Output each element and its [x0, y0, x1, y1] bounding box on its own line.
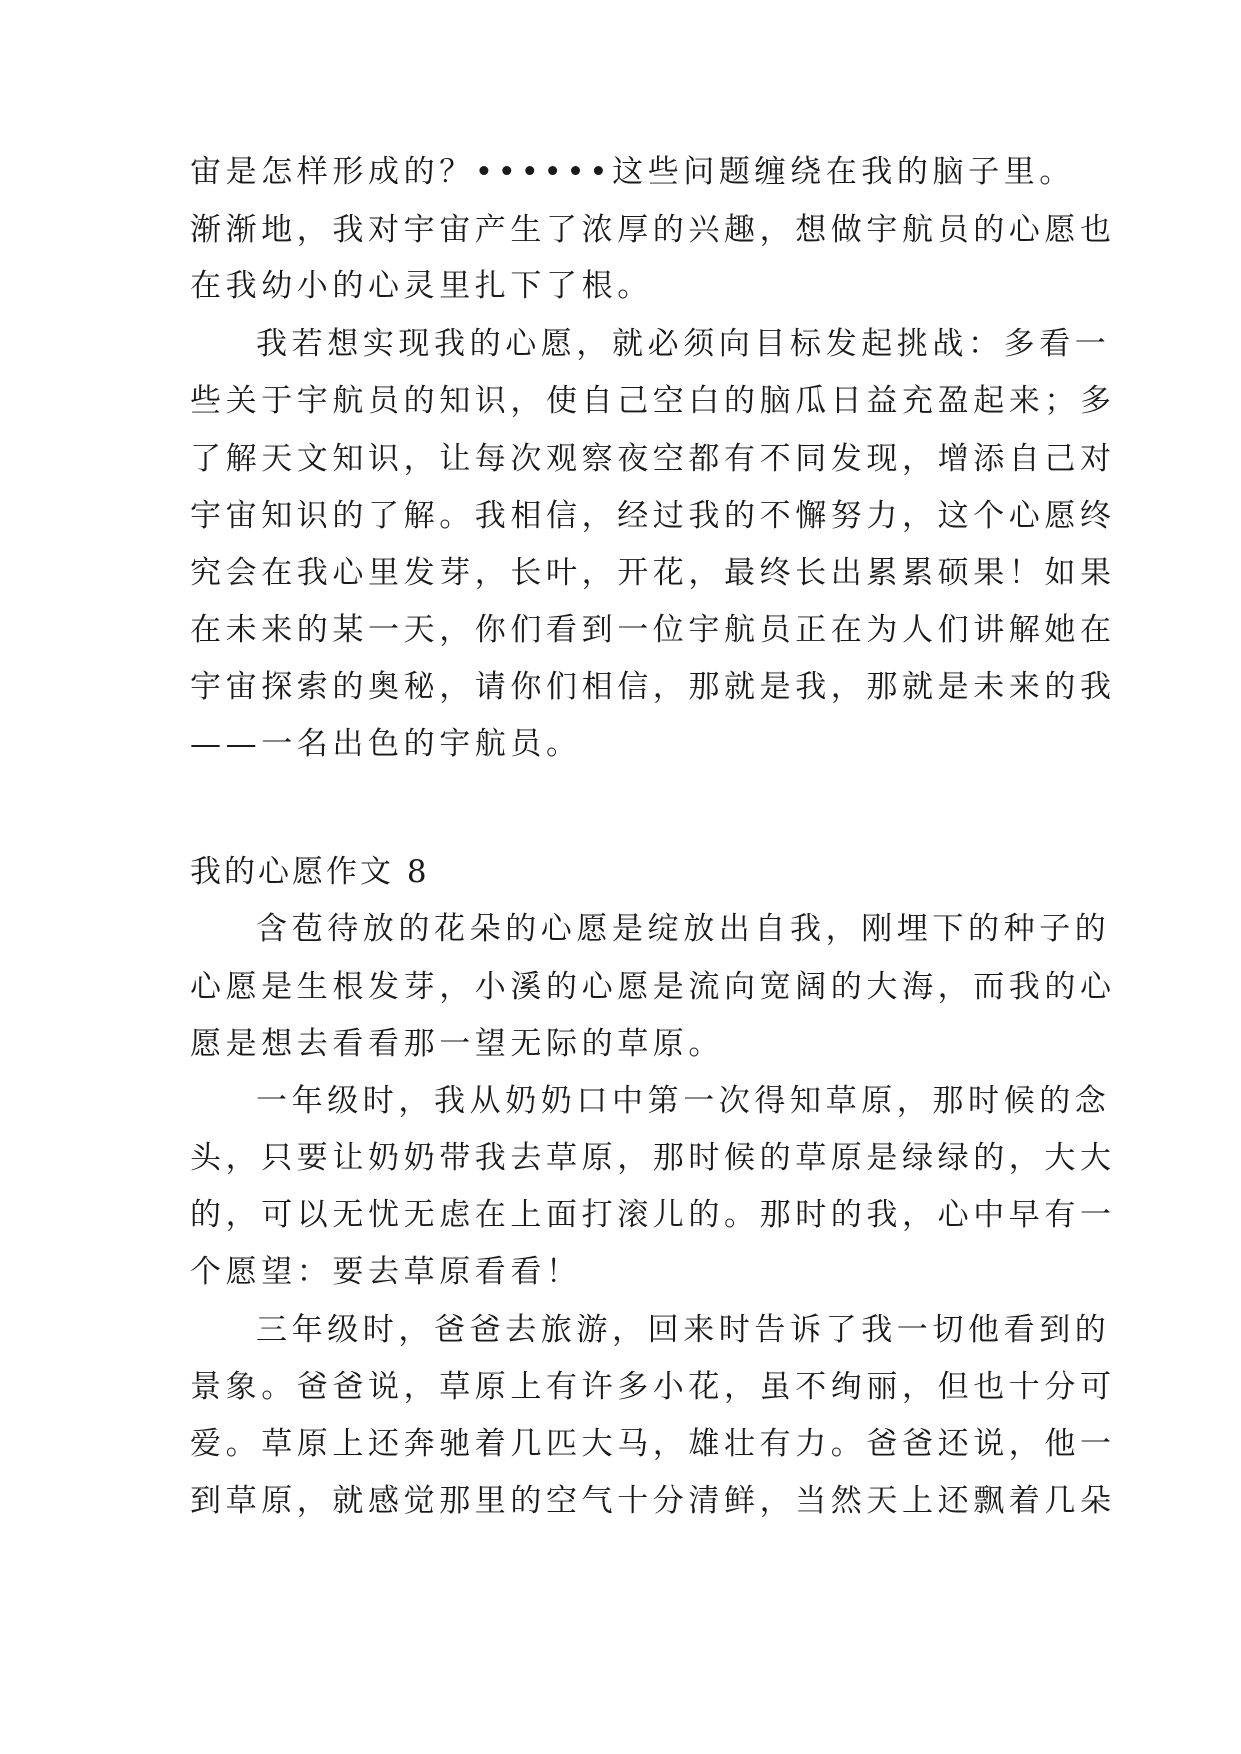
paragraph-first-line: 我若想实现我的心愿，就必须向目标发起挑战：多看一 [256, 326, 1111, 362]
text-line: 宇宙知识的了解。我相信，经过我的不懈努力，这个心愿终 [190, 498, 1116, 534]
text-line: 爱。草原上还奔驰着几匹大马，雄壮有力。爸爸还说，他一 [190, 1426, 1116, 1462]
text-line: 的，可以无忧无虑在上面打滚儿的。那时的我，心中早有一 [190, 1197, 1116, 1233]
text-line: 头，只要让奶奶带我去草原，那时候的草原是绿绿的，大大 [190, 1140, 1116, 1176]
paragraph-first-line: 一年级时，我从奶奶口中第一次得知草原，那时候的念 [256, 1083, 1111, 1119]
paragraph-first-line: 含苞待放的花朵的心愿是绽放出自我，刚埋下的种子的 [256, 911, 1111, 947]
text-line: 个愿望：要去草原看看！ [190, 1254, 582, 1290]
text-line: 些关于宇航员的知识，使自己空白的脑瓜日益充盈起来；多 [190, 383, 1116, 419]
text-line: 了解天文知识，让每次观察夜空都有不同发现，增添自己对 [190, 441, 1116, 477]
text-line: 究会在我心里发芽，长叶，开花，最终长出累累硕果！如果 [190, 555, 1116, 591]
text-line: 渐渐地，我对宇宙产生了浓厚的兴趣，想做宇航员的心愿也 [190, 212, 1116, 248]
text-line: 宇宙探索的奥秘，请你们相信，那就是我，那就是未来的我 [190, 669, 1116, 705]
text-line: ——一名出色的宇航员。 [190, 726, 582, 762]
text-line: 宙是怎样形成的？••••••这些问题缠绕在我的脑子里。 [190, 154, 1075, 190]
paragraph-first-line: 三年级时，爸爸去旅游，回来时告诉了我一切他看到的 [256, 1312, 1111, 1348]
text-line: 景象。爸爸说，草原上有许多小花，虽不绚丽，但也十分可 [190, 1369, 1116, 1405]
text-line: 心愿是生根发芽，小溪的心愿是流向宽阔的大海，而我的心 [190, 969, 1116, 1005]
text-line: 在未来的某一天，你们看到一位宇航员正在为人们讲解她在 [190, 612, 1116, 648]
text-line: 在我幼小的心灵里扎下了根。 [190, 268, 653, 304]
text-line: 愿是想去看看那一望无际的草原。 [190, 1026, 724, 1062]
section-heading: 我的心愿作文 8 [190, 854, 430, 890]
text-line: 到草原，就感觉那里的空气十分清鲜，当然天上还飘着几朵 [190, 1483, 1116, 1519]
